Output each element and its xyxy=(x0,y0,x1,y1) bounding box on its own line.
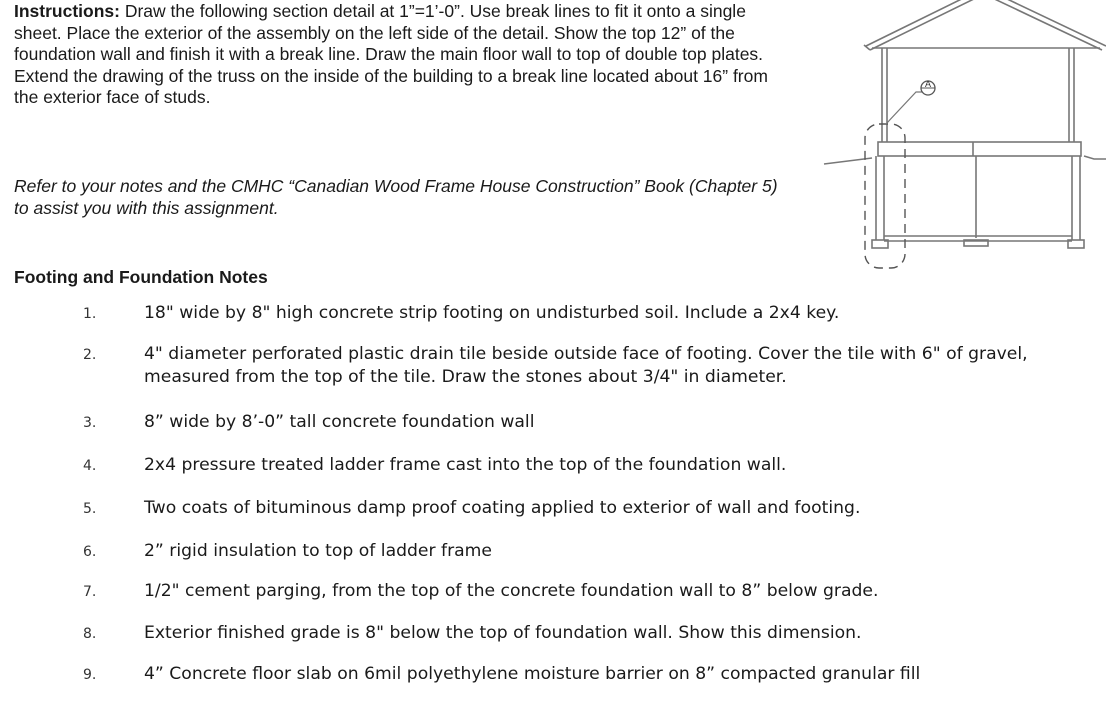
note-item-3 xyxy=(0,411,1106,454)
roof-inner-line xyxy=(870,0,1102,50)
note-text-line: Exterior finished grade is 8" below the top of foundation wall. Show this dimension. xyxy=(144,623,862,643)
main-floor xyxy=(878,142,1081,156)
note-item-6 xyxy=(0,540,1106,580)
instructions-text: Draw the following section detail at 1”=1’-0”. Use break lines to fit it onto a single sheet. Place the exterior of the assembly on the left side of the detail. Show the top 12” of the foundation wall and finish it with a break line. Draw the main floor wall to top of double top plates. Extend the drawing of the truss on the inside of the building to a break line located about 16” from the exterior face of studs. xyxy=(14,1,768,108)
note-item-7 xyxy=(0,580,1106,622)
notes-heading: Footing and Foundation Notes xyxy=(14,267,268,287)
note-number: 2. xyxy=(83,347,97,363)
instructions-label: Instructions: xyxy=(14,1,120,21)
reference-note: Refer to your notes and the CMHC “Canadian Wood Frame House Construction” Book (Chapter 5) to assist you with this assignment. xyxy=(14,176,778,218)
roof-outer-line xyxy=(866,0,1106,46)
note-number: 1. xyxy=(83,306,97,322)
note-item-4 xyxy=(0,454,1106,497)
section-callout-outline xyxy=(865,124,905,268)
note-text-line: 18" wide by 8" high concrete strip footing on undisturbed soil. Include a 2x4 key. xyxy=(144,303,840,323)
note-item-2 xyxy=(0,343,1106,411)
note-number: 4. xyxy=(83,458,97,474)
grade-line-right xyxy=(1084,156,1106,159)
note-item-8 xyxy=(0,622,1106,663)
note-number: 5. xyxy=(83,501,97,517)
note-text-line: measured from the top of the tile. Draw the stones about 3/4" in diameter. xyxy=(144,366,787,387)
callout-label: A xyxy=(924,79,932,89)
note-item-1 xyxy=(0,302,1106,343)
note-text-line: 8” wide by 8’-0” tall concrete foundation wall xyxy=(144,412,535,432)
note-number: 8. xyxy=(83,626,97,642)
note-number: 6. xyxy=(83,544,97,560)
house-section-diagram xyxy=(818,0,1106,275)
note-text-line: 4" diameter perforated plastic drain tile beside outside face of footing. Cover the tile with 6" of gravel, xyxy=(144,344,1028,364)
callout-leader xyxy=(886,92,930,124)
note-number: 3. xyxy=(83,415,97,431)
notes-list xyxy=(0,302,1106,705)
note-text-line: 4” Concrete floor slab on 6mil polyethylene moisture barrier on 8” compacted granular fill xyxy=(144,664,921,684)
note-text-line: 2” rigid insulation to top of ladder frame xyxy=(144,541,492,561)
note-text-line: 1/2" cement parging, from the top of the concrete foundation wall to 8” below grade. xyxy=(144,581,879,601)
note-text-line: Two coats of bituminous damp proof coating applied to exterior of wall and footing. xyxy=(144,498,861,518)
note-item-5 xyxy=(0,497,1106,540)
note-number: 7. xyxy=(83,584,97,600)
note-item-9 xyxy=(0,663,1106,705)
note-number: 9. xyxy=(83,667,97,683)
instructions-paragraph xyxy=(14,1,784,109)
note-text-line: 2x4 pressure treated ladder frame cast into the top of the foundation wall. xyxy=(144,455,787,475)
